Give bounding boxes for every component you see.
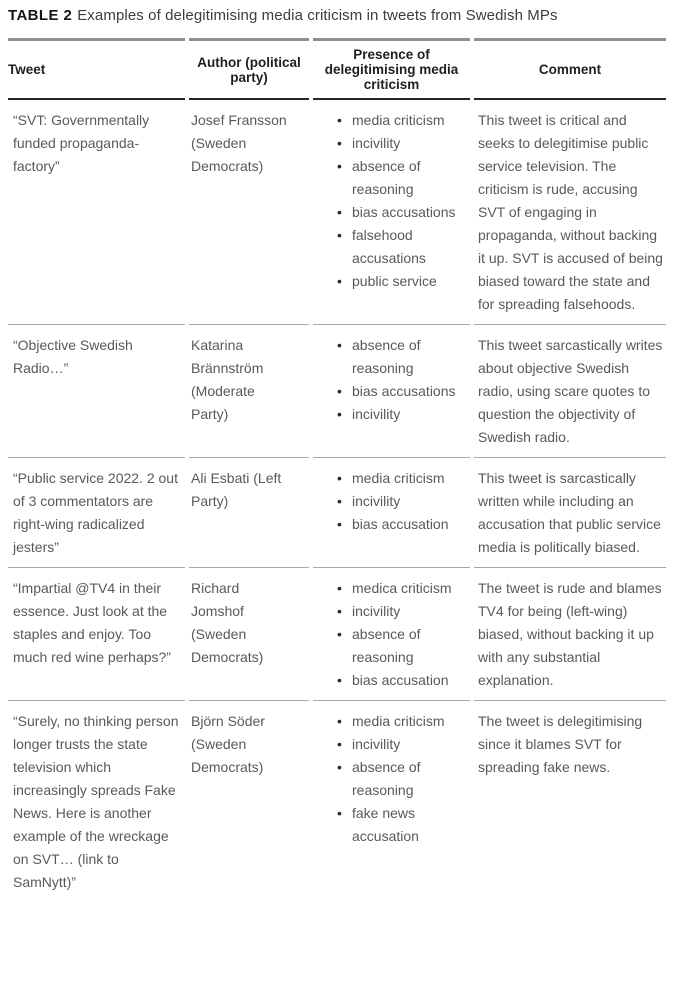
criticism-label: incivility (352, 493, 401, 509)
criticism-label: falsehood accusations (352, 227, 426, 266)
criticism-list (313, 577, 470, 692)
author-cell: Richard Jomshof (Sweden Democrats) (189, 568, 309, 701)
bullet-icon: • (337, 493, 342, 509)
criticism-label: media criticism (352, 713, 445, 729)
table-caption-text: Examples of delegitimising media criticism in tweets from Swedish MPs (77, 7, 558, 24)
criticism-item (337, 600, 470, 623)
column-header-comment: Comment (474, 38, 666, 100)
bullet-icon: • (337, 580, 342, 596)
bullet-icon: • (337, 158, 342, 174)
criticism-item (337, 710, 470, 733)
column-header-tweet: Tweet (8, 38, 185, 100)
criticism-item (337, 577, 470, 600)
tweet-cell: “Impartial @TV4 in their essence. Just look at the staples and enjoy. Too much red wine perhaps?” (8, 568, 185, 701)
criticism-label: incivility (352, 736, 401, 752)
criticism-label: fake news accusation (352, 805, 419, 844)
criticism-list (313, 467, 470, 536)
tweet-cell: “Surely, no thinking person longer trusts the state television which increasingly spreads Fake News. Here is another example of the wreckage on SVT… (link to SamNytt)” (13, 713, 179, 890)
criticism-label: absence of reasoning (352, 626, 421, 665)
criticism-cell (313, 100, 470, 325)
criticism-label: bias accusation (352, 672, 449, 688)
criticism-cell (313, 701, 470, 902)
criticism-item (337, 155, 470, 201)
criticism-cell (313, 458, 470, 568)
comment-cell: This tweet is sarcastically written while including an accusation that public service media is politically biased. (474, 458, 666, 568)
criticism-item (337, 334, 470, 380)
author-cell: Josef Fransson (Sweden Democrats) (189, 100, 309, 325)
bullet-icon: • (337, 135, 342, 151)
criticism-item (337, 669, 470, 692)
bullet-icon: • (337, 603, 342, 619)
criticism-label: incivility (352, 603, 401, 619)
criticism-label: media criticism (352, 470, 445, 486)
bullet-icon: • (337, 713, 342, 729)
criticism-cell (313, 568, 470, 701)
column-header-presence: Presence of delegitimising media criticism (313, 38, 470, 100)
criticism-label: incivility (352, 135, 401, 151)
criticism-label: incivility (352, 406, 401, 422)
criticism-label: bias accusations (352, 383, 456, 399)
comment-cell: This tweet is critical and seeks to delegitimise public service television. The criticism is rude, accusing SVT of engaging in propaganda, without backing it up. SVT is accused of being biased toward the state and for spreading falsehoods. (474, 100, 666, 325)
criticism-item (337, 733, 470, 756)
bullet-icon: • (337, 383, 342, 399)
bullet-icon: • (337, 406, 342, 422)
bullet-icon: • (337, 672, 342, 688)
criticism-item (337, 513, 470, 536)
bullet-icon: • (337, 516, 342, 532)
criticism-list (313, 109, 470, 293)
author-cell: Ali Esbati (Left Party) (189, 458, 309, 568)
criticism-item (337, 224, 470, 270)
criticism-label: medica criticism (352, 580, 452, 596)
column-header-author: Author (political party) (189, 38, 309, 100)
table (8, 38, 666, 902)
table-caption-label: TABLE 2 (8, 7, 73, 24)
bullet-icon: • (337, 112, 342, 128)
criticism-item (337, 201, 470, 224)
bullet-icon: • (337, 204, 342, 220)
criticism-label: absence of reasoning (352, 337, 421, 376)
criticism-item (337, 756, 470, 802)
criticism-label: bias accusations (352, 204, 456, 220)
author-cell: Katarina Brännström (Moderate Party) (189, 325, 309, 458)
table-caption (8, 0, 664, 38)
bullet-icon: • (337, 805, 342, 821)
criticism-item (337, 380, 470, 403)
author-cell: Björn Söder (Sweden Democrats) (191, 713, 265, 775)
criticism-item (337, 467, 470, 490)
criticism-item (337, 132, 470, 155)
tweet-cell: “Objective Swedish Radio…” (8, 325, 185, 458)
comment-cell: The tweet is rude and blames TV4 for being (left-wing) biased, without backing it up with any substantial explanation. (474, 568, 666, 701)
criticism-item (337, 623, 470, 669)
bullet-icon: • (337, 227, 342, 243)
criticism-item (337, 403, 470, 426)
bullet-icon: • (337, 736, 342, 752)
bullet-icon: • (337, 273, 342, 289)
criticism-list (313, 334, 470, 426)
criticism-list (313, 710, 470, 848)
comment-cell: This tweet sarcastically writes about objective Swedish radio, using scare quotes to question the objectivity of Swedish radio. (474, 325, 666, 458)
tweet-cell: “SVT: Governmentally funded propaganda-factory” (8, 100, 185, 325)
criticism-label: bias accusation (352, 516, 449, 532)
criticism-item (337, 802, 470, 848)
tweet-cell: “Public service 2022. 2 out of 3 commentators are right-wing radicalized jesters” (8, 458, 185, 568)
bullet-icon: • (337, 470, 342, 486)
criticism-cell (313, 325, 470, 458)
bullet-icon: • (337, 759, 342, 775)
comment-cell: The tweet is delegitimising since it blames SVT for spreading fake news. (478, 713, 643, 775)
bullet-icon: • (337, 626, 342, 642)
criticism-label: media criticism (352, 112, 445, 128)
criticism-item (337, 109, 470, 132)
bullet-icon: • (337, 337, 342, 353)
criticism-label: absence of reasoning (352, 759, 421, 798)
criticism-item (337, 490, 470, 513)
criticism-label: public service (352, 273, 437, 289)
criticism-item (337, 270, 470, 293)
criticism-label: absence of reasoning (352, 158, 421, 197)
